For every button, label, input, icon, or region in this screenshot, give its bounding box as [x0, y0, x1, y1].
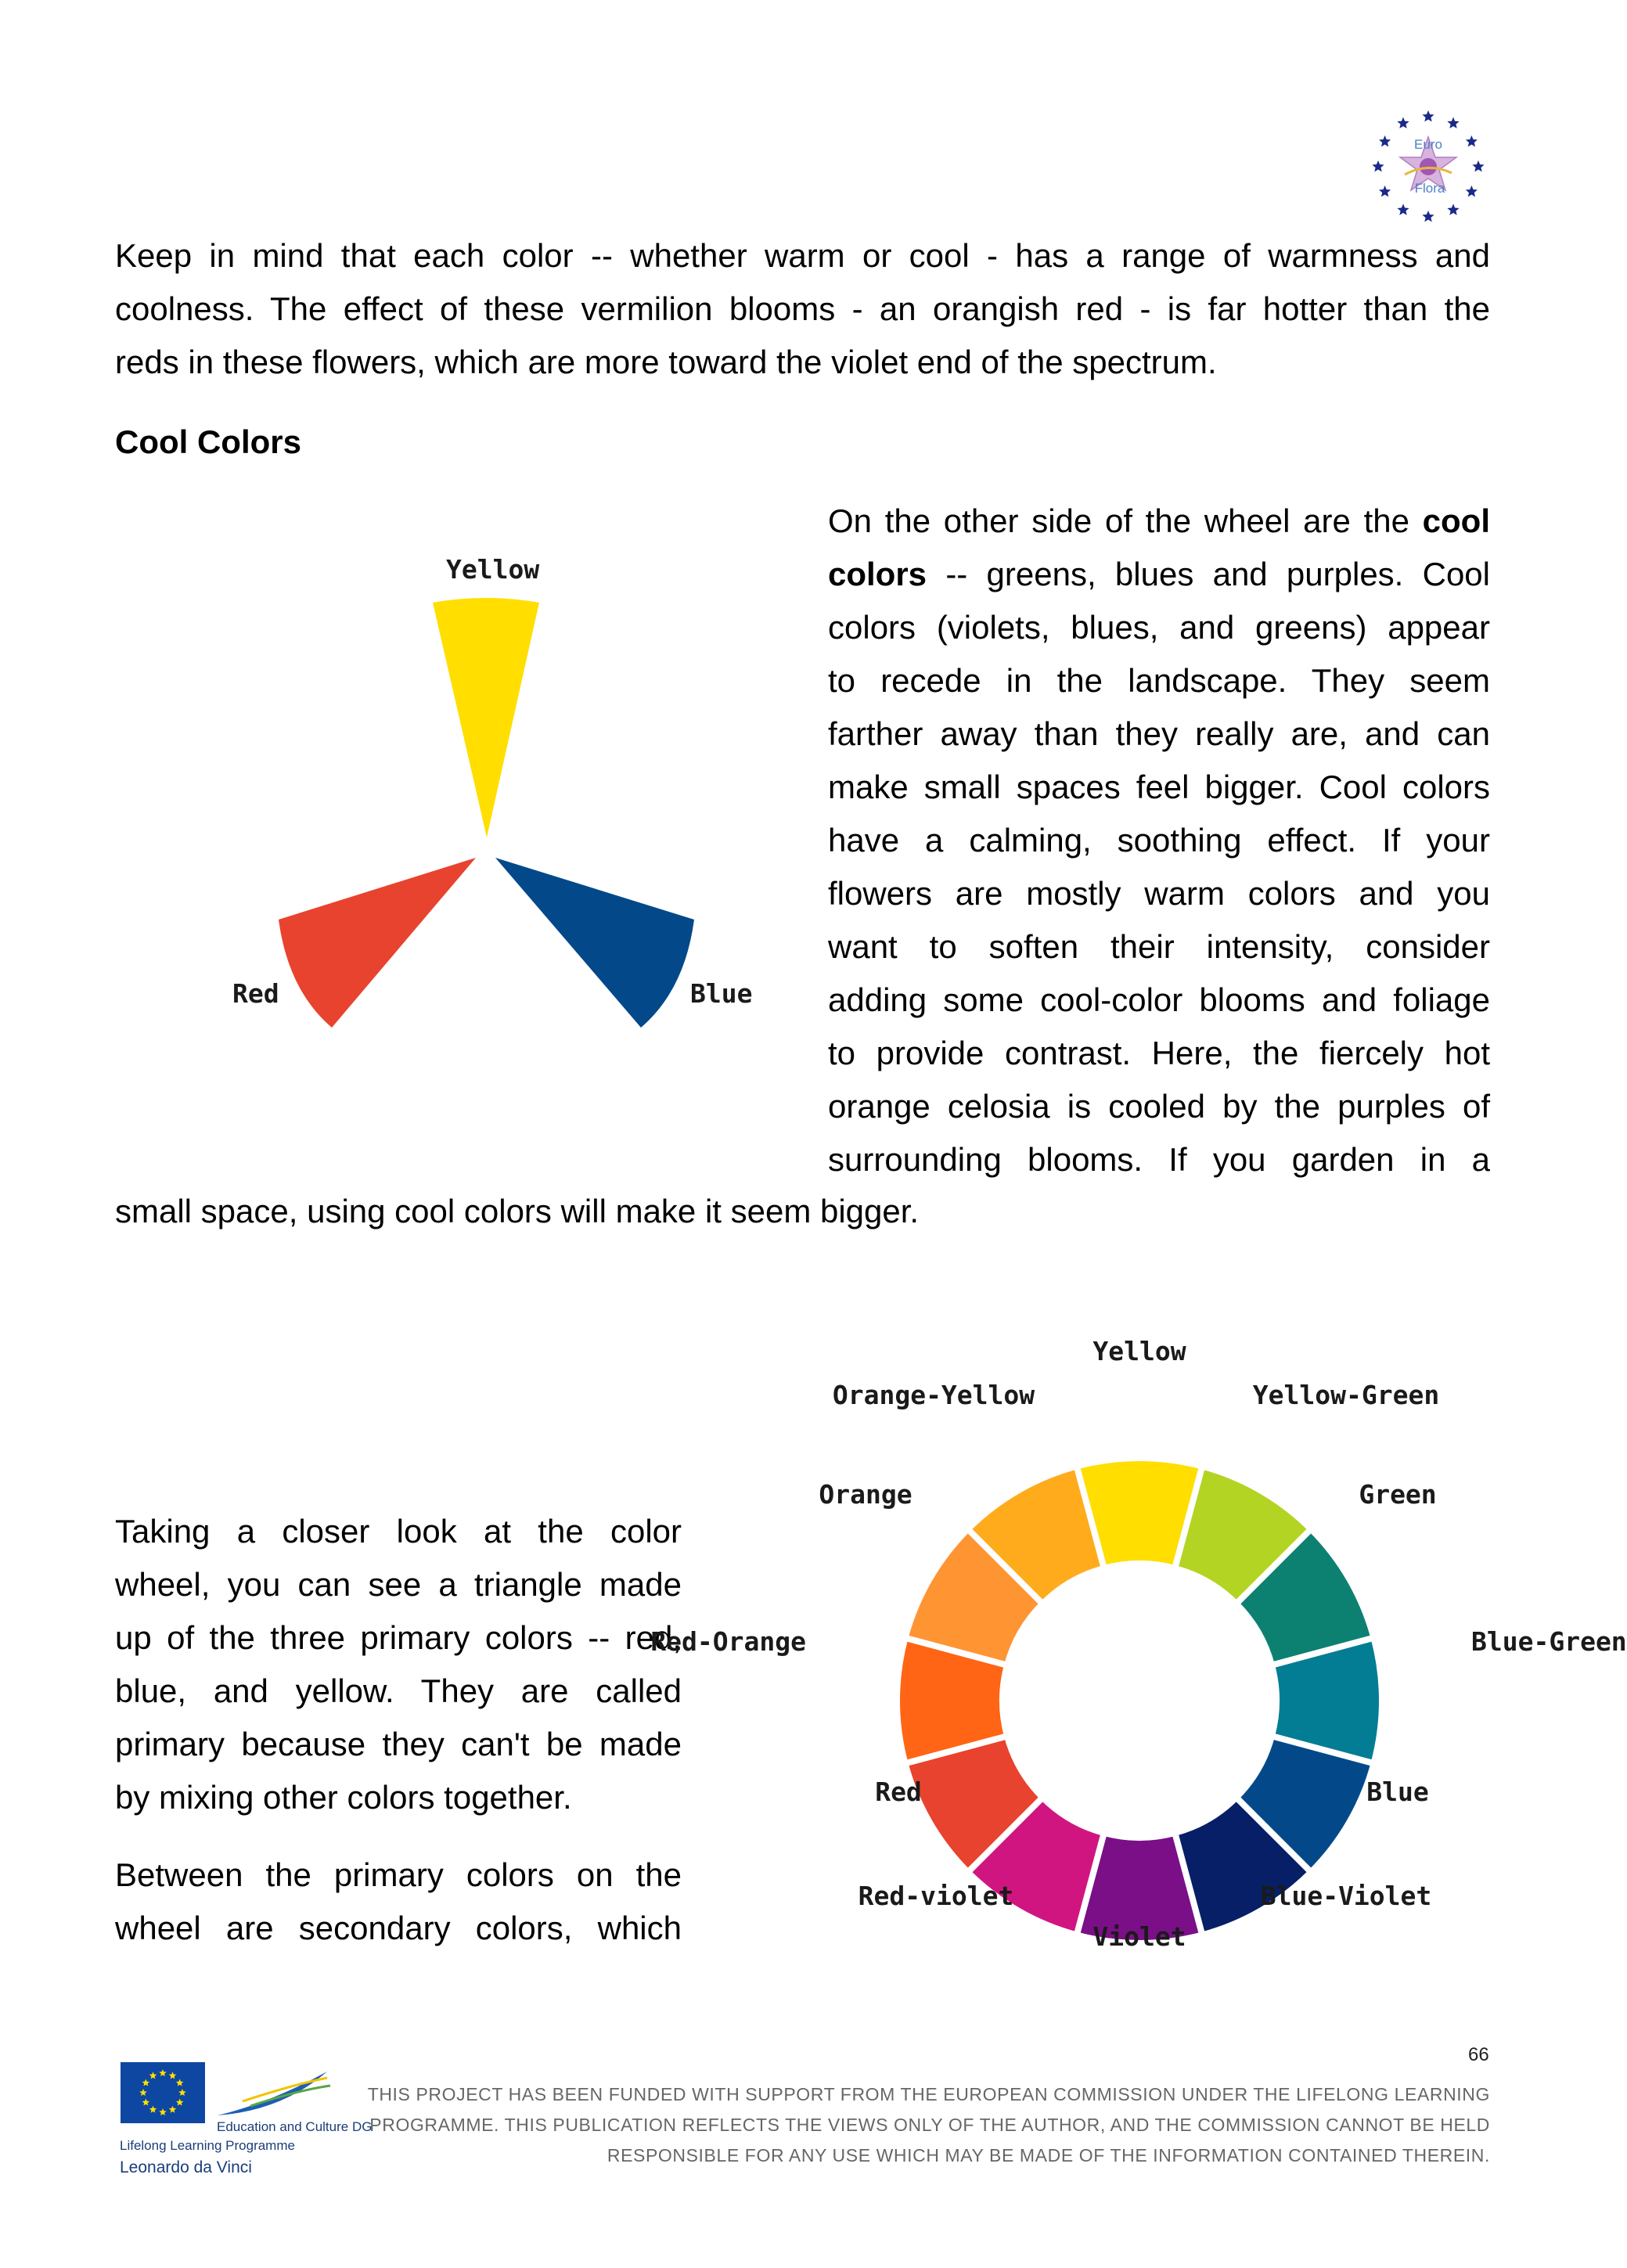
primary-label-yellow: Yellow [446, 554, 540, 585]
primary-wedge-blue [495, 858, 694, 1028]
wheel-label-yellow: Yellow [1092, 1336, 1186, 1366]
wheel-label-orange: Orange [819, 1479, 912, 1510]
line-text: farther away than they really are, and can [828, 715, 1490, 752]
wheel-label-orange-yellow: Orange-Yellow [832, 1380, 1035, 1410]
wheel-label-red-orange: Red-Orange [650, 1626, 806, 1657]
line-text: want to soften their intensity, consider [828, 928, 1490, 965]
line-text: have a calming, soothing effect. If your [828, 822, 1490, 859]
secondary-colors-paragraph [115, 1849, 682, 1955]
euroflora-logo [1370, 108, 1487, 225]
intro-line: Keep in mind that each color -- whether warm or cool - has a range of warmness and [115, 237, 1490, 274]
star-icon [1472, 160, 1484, 172]
intro-line: reds in these flowers, which are more toward the violet end of the spectrum. [115, 344, 1217, 380]
wheel-label-yellow-green: Yellow-Green [1252, 1380, 1440, 1410]
cool-colors-line [828, 761, 1490, 814]
line-text: surrounding blooms. If you garden in a [828, 1141, 1490, 1178]
cool-colors-line [828, 1133, 1490, 1186]
cool-colors-line [828, 495, 1490, 548]
star-icon [1397, 117, 1409, 128]
logo-text-bottom: Flora [1414, 181, 1445, 196]
cool-colors-line [828, 867, 1490, 920]
star-icon [1466, 135, 1478, 147]
closer-look-paragraph [115, 1505, 682, 1824]
star-icon [1422, 110, 1434, 122]
footer-line: RESPONSIBLE FOR ANY USE WHICH MAY BE MADE OF THE INFORMATION CONTAINED THEREIN. [607, 2145, 1490, 2165]
color-wheel-svg [689, 1330, 1603, 1980]
closer-look-line: blue, and yellow. They are called [115, 1672, 682, 1709]
cool-colors-final-line: small space, using cool colors will make it seem bigger. [115, 1193, 920, 1229]
star-icon [1447, 203, 1459, 215]
primary-wedge-yellow [433, 598, 539, 837]
footer-line: PROGRAMME. THIS PUBLICATION REFLECTS THE VIEWS ONLY OF THE AUTHOR, AND THE COMMISSION CANNOT BE HELD [369, 2115, 1490, 2135]
line-text: orange celosia is cooled by the purples of [828, 1088, 1490, 1125]
line-text: flowers are mostly warm colors and you [828, 875, 1490, 912]
star-icon [1447, 117, 1459, 128]
swoosh-icon [218, 2072, 327, 2115]
cool-colors-line [828, 707, 1490, 761]
cool-colors-line [828, 1027, 1490, 1080]
intro-line: coolness. The effect of these vermilion blooms - an orangish red - is far hotter than the [115, 290, 1490, 327]
closer-look-line: up of the three primary colors -- red, [115, 1619, 682, 1656]
programme-label: Lifelong Learning Programme [120, 2138, 295, 2153]
wheel-label-violet: Violet [1092, 1921, 1186, 1952]
star-icon [1466, 185, 1478, 197]
primary-label-blue: Blue [690, 978, 753, 1009]
footer-disclaimer [337, 2079, 1490, 2171]
line-text: to recede in the landscape. They seem [828, 662, 1490, 699]
primary-label-red: Red [232, 978, 279, 1009]
wheel-label-red-violet: Red-violet [858, 1881, 1014, 1911]
cool-colors-line [828, 1080, 1490, 1133]
star-icon [1372, 160, 1384, 172]
wheel-label-blue-violet: Blue-Violet [1260, 1881, 1432, 1911]
secondary-line: wheel are secondary colors, which [115, 1910, 682, 1946]
line-text: -- greens, blues and purples. Cool [927, 556, 1490, 592]
cool-colors-line [828, 974, 1490, 1027]
wheel-label-red: Red [875, 1777, 922, 1807]
bold-term: cool [1422, 502, 1490, 539]
primary-colors-diagram [211, 540, 775, 1049]
line-text: On the other side of the wheel are the [828, 502, 1423, 539]
line-text: make small spaces feel bigger. Cool colors [828, 769, 1490, 805]
color-wheel [650, 1330, 1627, 1980]
star-icon [1379, 135, 1391, 147]
primary-wedge-red [279, 858, 476, 1028]
star-icon [1379, 185, 1391, 197]
footer-logo [117, 2054, 373, 2191]
cool-colors-line [828, 814, 1490, 867]
wheel-label-green: Green [1359, 1479, 1437, 1510]
bold-term: colors [828, 556, 927, 592]
star-icon [1422, 211, 1434, 222]
euroflora-logo-graphic [1370, 108, 1487, 225]
closer-look-line: primary because they can't be made [115, 1726, 682, 1762]
line-text: adding some cool-color blooms and foliage [828, 981, 1490, 1018]
leonardo-label: Leonardo da Vinci [120, 2158, 252, 2176]
intro-paragraph [115, 229, 1490, 389]
cool-colors-line [828, 654, 1490, 707]
cool-colors-line [828, 920, 1490, 974]
primary-colors-svg [211, 540, 775, 1049]
line-text: colors (violets, blues, and greens) appear [828, 609, 1490, 646]
star-icon [1397, 203, 1409, 215]
closer-look-line: wheel, you can see a triangle made [115, 1566, 682, 1603]
cool-colors-paragraph [828, 495, 1490, 1186]
page-number: 66 [1468, 2044, 1489, 2065]
wheel-label-blue: Blue [1366, 1777, 1429, 1807]
secondary-line: Between the primary colors on the [115, 1856, 682, 1893]
footer-line: THIS PROJECT HAS BEEN FUNDED WITH SUPPORT FROM THE EUROPEAN COMMISSION UNDER THE LIFELONG LEARNING [367, 2084, 1490, 2104]
cool-colors-line [828, 548, 1490, 601]
dg-label: Education and Culture DG [217, 2119, 373, 2134]
line-text: to provide contrast. Here, the fiercely hot [828, 1035, 1490, 1071]
closer-look-line: by mixing other colors together. [115, 1779, 572, 1816]
cool-colors-line [828, 601, 1490, 654]
closer-look-line: Taking a closer look at the color [115, 1513, 682, 1550]
wheel-label-blue-green: Blue-Green [1471, 1626, 1627, 1657]
section-heading-cool-colors: Cool Colors [115, 423, 301, 460]
logo-text-top: Euro [1414, 137, 1442, 152]
